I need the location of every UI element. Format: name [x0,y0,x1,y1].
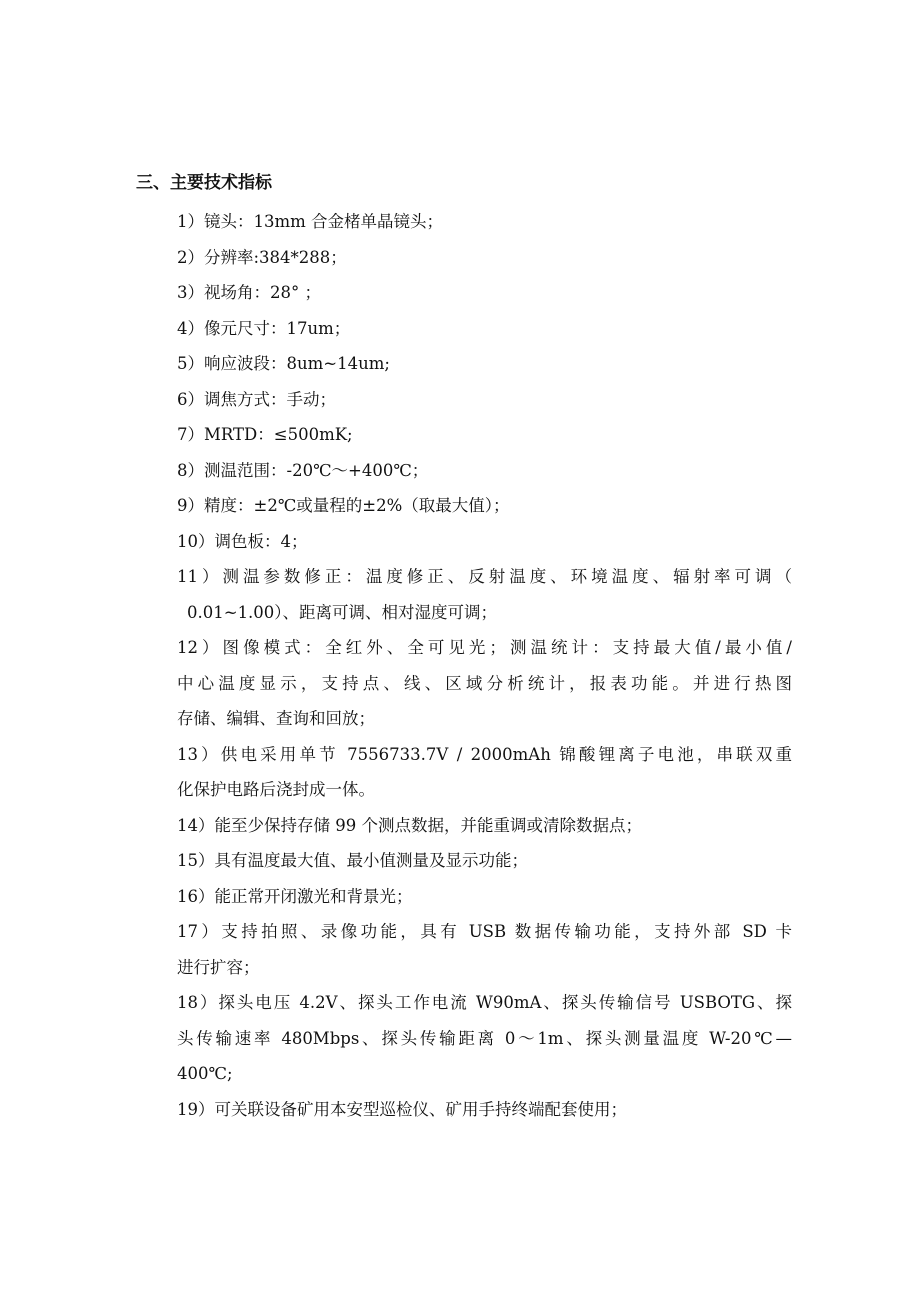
spec-item [177,488,792,524]
spec-item-line: 12）图像模式：全红外、全可见光；测温统计：支持最大值/最小值/ [177,638,792,657]
spec-item-line: 8）测温范围：-20℃～+400℃； [177,460,429,480]
spec-item [177,240,792,276]
spec-item [177,630,792,737]
spec-item [177,382,792,418]
spec-item-line: 15）具有温度最大值、最小值测量及显示功能； [177,851,528,870]
spec-item [177,559,792,630]
spec-item [177,879,792,915]
spec-item [177,1092,792,1128]
spec-item-line: 9）精度：±2℃或量程的±2%（取最大值）； [177,496,510,515]
spec-item [177,275,792,311]
spec-item [177,524,792,560]
spec-item [177,985,792,1092]
section-heading: 三、主要技术指标 [136,173,272,193]
spec-item-line: 0.01~1.00）、距离可调、相对湿度可调； [187,602,498,622]
spec-item-line: 16）能正常开闭激光和背景光； [177,886,413,906]
spec-item-line: 18）探头电压 4.2V、探头工作电流 W90mA、探头传输信号 USBOTG、探 [177,993,792,1012]
spec-item [177,843,792,879]
spec-item-line: 5）响应波段：8um~14um; [177,354,390,373]
spec-item [177,808,792,844]
spec-item-line: 400℃; [177,1064,233,1083]
spec-item-line: 7）MRTD：≤500mK; [177,425,353,444]
spec-item-line: 中心温度显示，支持点、线、区域分析统计，报表功能。并进行热图 [177,673,792,693]
spec-item-line: 13）供电采用单节 7556733.7V / 2000mAh 锦酸锂离子电池，串联双重 [177,744,792,764]
spec-item [177,914,792,985]
spec-item [177,417,792,453]
spec-list [177,204,792,1127]
spec-item-line: 存储、编辑、查询和回放； [177,709,375,728]
spec-item-line: 19）可关联设备矿用本安型巡检仪、矿用手持终端配套使用； [177,1099,627,1119]
spec-item-line: 进行扩容； [177,957,260,977]
spec-item-line: 11）测温参数修正：温度修正、反射温度、环境温度、辐射率可调（ [177,567,792,586]
spec-item [177,311,792,347]
spec-item-line: 头传输速率 480Mbps、探头传输距离 0～1m、探头测量温度 W-20℃— [177,1028,792,1048]
spec-item-line: 10）调色板：4； [177,531,308,551]
spec-item-line: 4）像元尺寸：17um； [177,318,351,338]
spec-item [177,204,792,240]
spec-item-line: 2）分辨率:384*288； [177,247,347,267]
spec-item-line: 1）镜头：13mm 合金楮单晶镜头； [177,212,444,231]
spec-item [177,737,792,808]
spec-item-line: 3）视场角：28° ； [177,283,321,302]
spec-item-line: 化保护电路后浇封成一体。 [177,780,375,799]
spec-item [177,453,792,489]
spec-item [177,346,792,382]
spec-item-line: 17）支持拍照、录像功能，具有 USB 数据传输功能，支持外部 SD 卡 [177,922,792,941]
spec-item-line: 6）调焦方式：手动； [177,389,336,409]
spec-item-line: 14）能至少保持存储 99 个测点数据，并能重调或清除数据点； [177,815,642,835]
